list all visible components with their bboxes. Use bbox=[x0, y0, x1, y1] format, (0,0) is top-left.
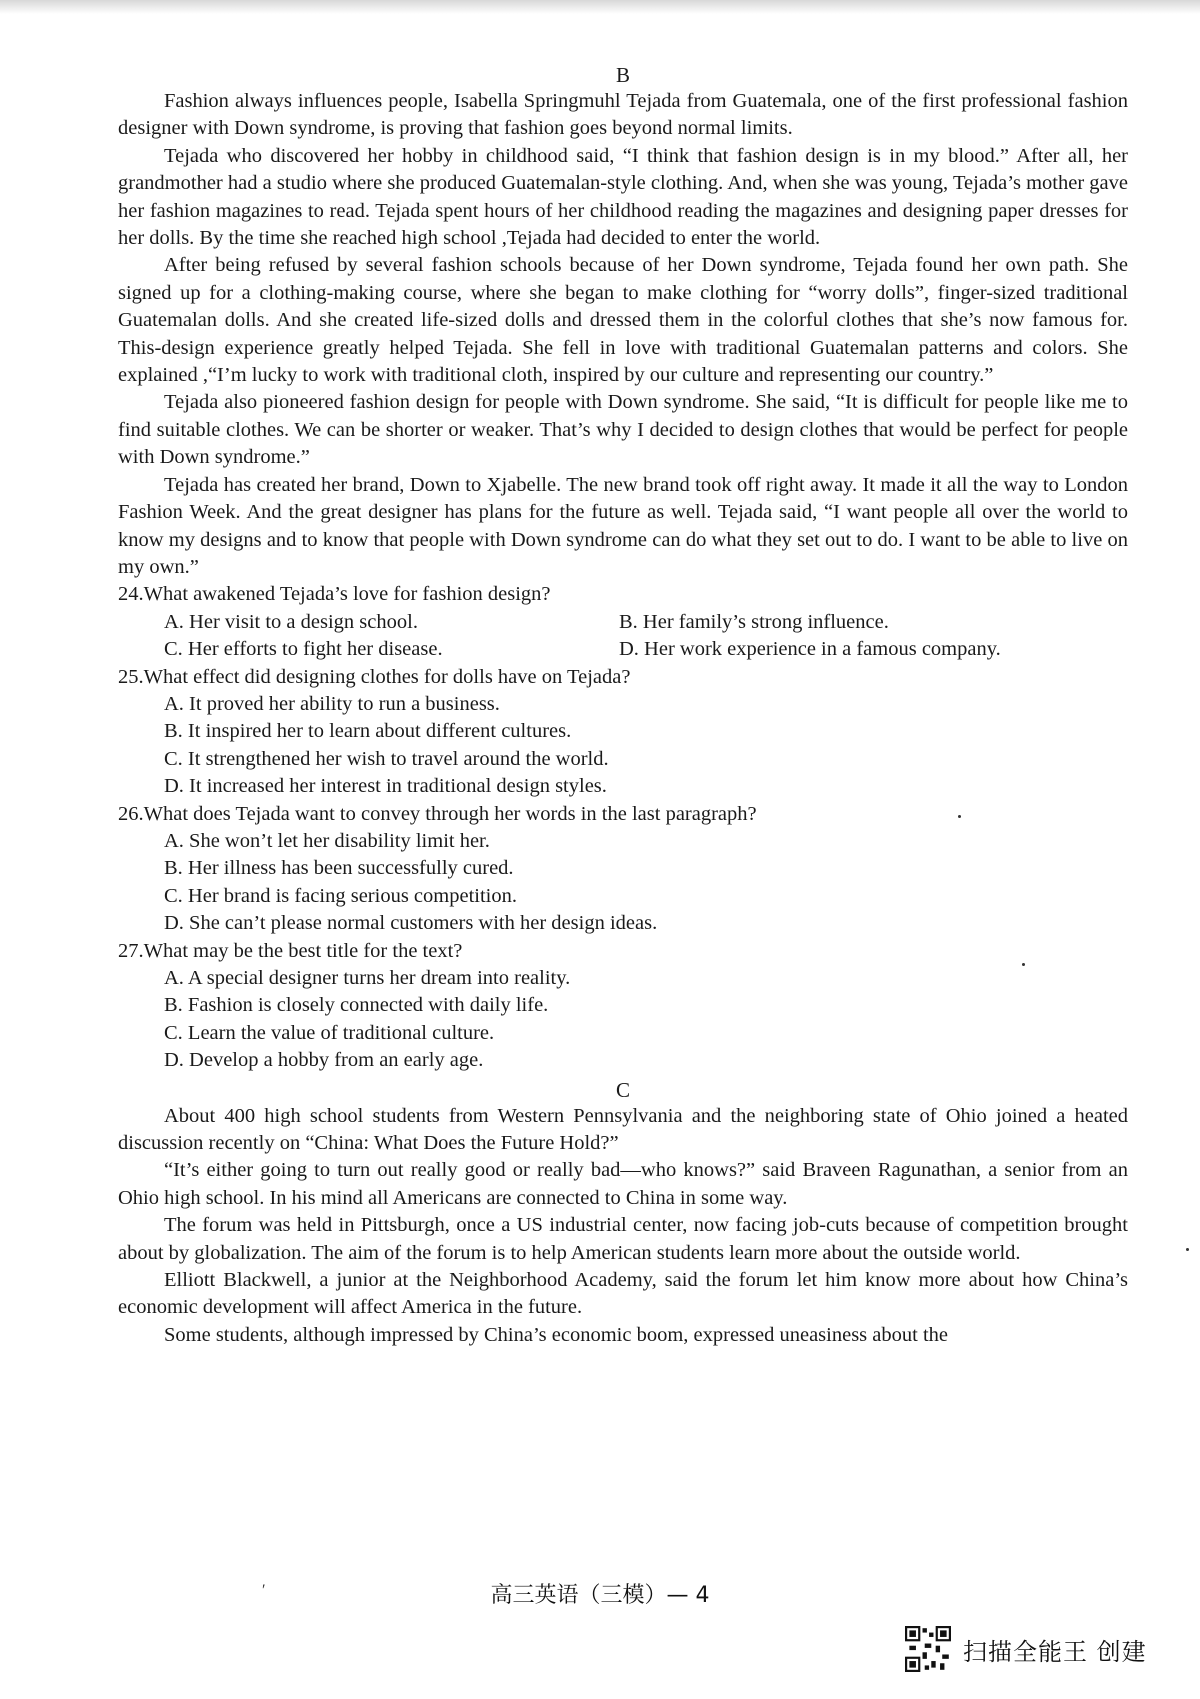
question-stem: 27.What may be the best title for the text? bbox=[118, 939, 463, 962]
question-24 bbox=[118, 581, 1128, 663]
scanner-watermark bbox=[905, 1625, 1147, 1673]
option-b: B. Fashion is closely connected with daily life. bbox=[164, 994, 549, 1017]
option-a: A. She won’t let her disability limit her. bbox=[164, 829, 490, 852]
option-b: B. Her illness has been successfully cured. bbox=[164, 857, 514, 880]
section-b-paragraph: After being refused by several fashion schools because of her Down syndrome, Tejada found her own path. She signed up for a clothing-making course, where she began to make clothing for “worry dolls”, finger-sized traditional Guatemalan dolls. And she created life-sized dolls and dressed them in the colorful clothes that she’s now famous for. This-design experience greatly helped Tejada. She fell in love with traditional Guatemalan patterns and colors. She explained ,“I’m lucky to work with traditional cloth, inspired by our culture and representing our country.” bbox=[118, 254, 1128, 387]
question-26 bbox=[118, 801, 1128, 938]
option-d: D. It increased her interest in traditional design styles. bbox=[164, 775, 607, 798]
scan-speck bbox=[958, 815, 961, 818]
section-c-paragraph: The forum was held in Pittsburgh, once a US industrial center, now facing job-cuts because of competition brought about by globalization. The aim of the forum is to help American students learn more about the outside world. bbox=[118, 1214, 1128, 1264]
section-c-paragraph: About 400 high school students from Western Pennsylvania and the neighboring state of Ohio joined a heated discussion recently on “China: What Does the Future Hold?” bbox=[118, 1104, 1128, 1155]
option-d: D. She can’t please normal customers with her design ideas. bbox=[164, 912, 658, 935]
question-stem: 25.What effect did designing clothes for dolls have on Tejada? bbox=[118, 665, 631, 688]
question-stem: 26.What does Tejada want to convey through her words in the last paragraph? bbox=[118, 802, 757, 825]
scan-speck bbox=[1022, 963, 1025, 966]
option-c: C. Her efforts to fight her disease. bbox=[164, 638, 443, 661]
exam-sheet bbox=[118, 62, 1128, 1349]
section-b-paragraph: Tejada who discovered her hobby in childhood said, “I think that fashion design is in my blood.” After all, her grandmother had a studio where she produced Guatemalan-style clothing. And, when she was young, Tejada’s mother gave her fashion magazines to read. Tejada spent hours of her childhood reading the magazines and designing paper dresses for her dolls. By the time she reached high school ,Tejada had decided to enter the world. bbox=[118, 144, 1128, 250]
question-25 bbox=[118, 664, 1128, 801]
section-b-heading: B bbox=[615, 63, 630, 87]
options-grid bbox=[118, 609, 1128, 664]
qr-code-icon bbox=[905, 1626, 951, 1672]
question-27 bbox=[118, 938, 1128, 1075]
section-c-paragraph: “It’s either going to turn out really good or really bad—who knows?” said Braveen Ragunathan, a senior from an Ohio high school. In his mind all Americans are connected to China in some way. bbox=[118, 1159, 1128, 1209]
option-c: C. Learn the value of traditional culture. bbox=[164, 1021, 495, 1044]
option-c: C. It strengthened her wish to travel around the world. bbox=[164, 747, 609, 770]
option-b: B. Her family’s strong influence. bbox=[619, 610, 889, 633]
section-c-paragraph: Some students, although impressed by China’s economic boom, expressed uneasiness about the bbox=[164, 1323, 948, 1346]
section-b-paragraph: Tejada also pioneered fashion design for people with Down syndrome. She said, “It is difficult for people like me to find suitable clothes. We can be shorter or weaker. That’s why I decided to design clothes that would be perfect for people with Down syndrome.” bbox=[118, 391, 1128, 469]
option-d: D. Develop a hobby from an early age. bbox=[164, 1049, 484, 1072]
option-a: A. Her visit to a design school. bbox=[164, 610, 418, 633]
option-c: C. Her brand is facing serious competition. bbox=[164, 884, 517, 907]
option-a: A. A special designer turns her dream into reality. bbox=[164, 967, 571, 989]
scan-speck bbox=[1186, 1248, 1189, 1251]
section-b-paragraph: Fashion always influences people, Isabella Springmuhl Tejada from Guatemala, one of the first professional fashion designer with Down syndrome, is proving that fashion goes beyond normal limits. bbox=[118, 90, 1128, 140]
page-footer: 高三英语（三模）— 4 bbox=[490, 1583, 710, 1608]
section-b-paragraph: Tejada has created her brand, Down to Xjabelle. The new brand took off right away. It made it all the way to London Fashion Week. And the great designer has plans for the future as well. Tejada said, “I want people all over the world to know my designs and to know that people with Down syndrome can do what they set out to do. I want to be able to live on my own.” bbox=[118, 473, 1128, 578]
option-b: B. It inspired her to learn about different cultures. bbox=[164, 720, 572, 743]
section-c-paragraph: Elliott Blackwell, a junior at the Neighborhood Academy, said the forum let him know more about how China’s economic development will affect America in the future. bbox=[118, 1269, 1128, 1319]
option-a: A. It proved her ability to run a business. bbox=[164, 692, 500, 715]
watermark-text: 扫描全能王 创建 bbox=[963, 1637, 1147, 1666]
option-d: D. Her work experience in a famous company. bbox=[619, 638, 1001, 661]
scan-edge bbox=[0, 0, 1200, 14]
scan-mark: ′ bbox=[262, 1582, 266, 1599]
question-stem: 24.What awakened Tejada’s love for fashion design? bbox=[118, 583, 551, 606]
section-c-heading: C bbox=[615, 1077, 630, 1102]
